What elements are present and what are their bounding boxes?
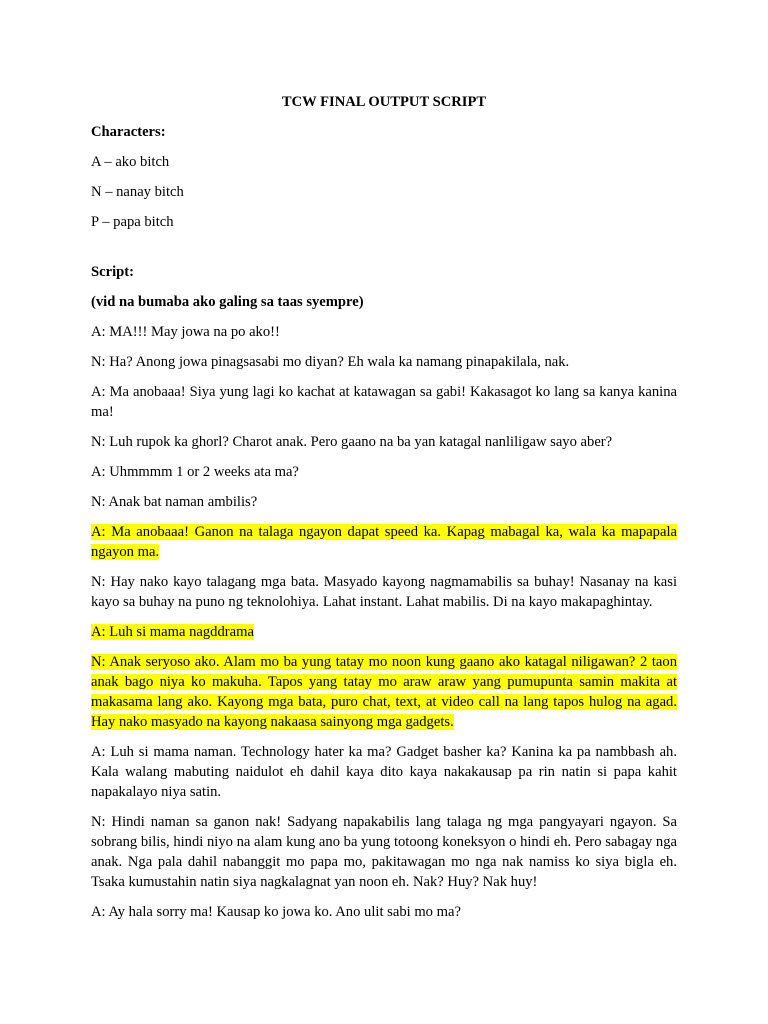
script-line: [91, 322, 677, 342]
script-line-text: N: Luh rupok ka ghorl? Charot anak. Pero gaano na ba yan katagal nanliligaw sayo aber?: [91, 434, 613, 450]
script-line: [91, 462, 677, 482]
script-line: [91, 902, 677, 922]
script-line: [91, 652, 677, 732]
script-line: [91, 742, 677, 802]
character-entry-a: A – ako bitch: [91, 154, 170, 170]
character-entry-n: N – nanay bitch: [91, 184, 184, 200]
script-line: [91, 522, 677, 562]
document-title: TCW FINAL OUTPUT SCRIPT: [281, 94, 487, 110]
script-line-text: N: Hay nako kayo talagang mga bata. Masyado kayong nagmamabilis sa buhay! Nasanay na kasi kayo sa buhay na puno ng teknolohiya. Lahat instant. Lahat mabilis. Di na kayo makapaghintay.: [91, 574, 677, 610]
script-line-text: A: MA!!! May jowa na po ako!!: [91, 324, 280, 340]
script-line: [91, 812, 677, 892]
script-lines: [91, 322, 677, 922]
script-heading: Script:: [91, 264, 134, 280]
document-body: [91, 92, 677, 932]
script-line: [91, 492, 677, 512]
script-line-text: N: Ha? Anong jowa pinagsasabi mo diyan? Eh wala ka namang pinapakilala, nak.: [91, 354, 570, 370]
script-line: [91, 432, 677, 452]
script-line: [91, 622, 677, 642]
characters-heading: Characters:: [91, 124, 166, 140]
script-line-text: A: Uhmmmm 1 or 2 weeks ata ma?: [91, 464, 299, 480]
script-line-text: A: Luh si mama nagddrama: [91, 624, 254, 640]
script-line: [91, 352, 677, 372]
stage-direction: (vid na bumaba ako galing sa taas syempre): [91, 294, 364, 310]
script-line-text: N: Anak seryoso ako. Alam mo ba yung tatay mo noon kung gaano ako katagal niligawan? 2 taon anak bago niya ko makuha. Tapos yang tatay mo araw araw yang pumupunta samin makita at makasama lang ako. Kayong mga bata, puro chat, text, at video call na lang tapos hulog na agad. Hay nako masyado na kayong nakaasa sainyong mga gadgets.: [91, 654, 677, 730]
script-line-text: N: Anak bat naman ambilis?: [91, 494, 258, 510]
script-line-text: A: Ma anobaaa! Siya yung lagi ko kachat at katawagan sa gabi! Kakasagot ko lang sa kanya kanina ma!: [91, 384, 677, 420]
section-spacer: [91, 242, 677, 262]
script-line: [91, 382, 677, 422]
script-line-text: A: Ay hala sorry ma! Kausap ko jowa ko. Ano ulit sabi mo ma?: [91, 904, 461, 920]
character-entry-p: P – papa bitch: [91, 214, 174, 230]
script-line-text: A: Luh si mama naman. Technology hater ka ma? Gadget basher ka? Kanina ka pa nambbash ah. Kala walang mabuting naidulot eh dahil kaya dito kaya nakakausap pa rin natin si papa kahit napakalayo niya satin.: [91, 744, 677, 800]
script-line: [91, 572, 677, 612]
script-line-text: A: Ma anobaaa! Ganon na talaga ngayon dapat speed ka. Kapag mabagal ka, wala ka mapapala ngayon ma.: [91, 524, 677, 560]
script-line-text: N: Hindi naman sa ganon nak! Sadyang napakabilis lang talaga ng mga pangyayari ngayon. Sa sobrang bilis, hindi niyo na alam kung ano ba yung totoong koneksyon o hindi eh. Pero sabagay nga anak. Nga pala dahil nabanggit mo papa mo, pakitawagan mo nga nak namiss ko siya bigla eh. Tsaka kumustahin natin siya nagkalagnat yan noon eh. Nak? Huy? Nak huy!: [91, 814, 677, 890]
